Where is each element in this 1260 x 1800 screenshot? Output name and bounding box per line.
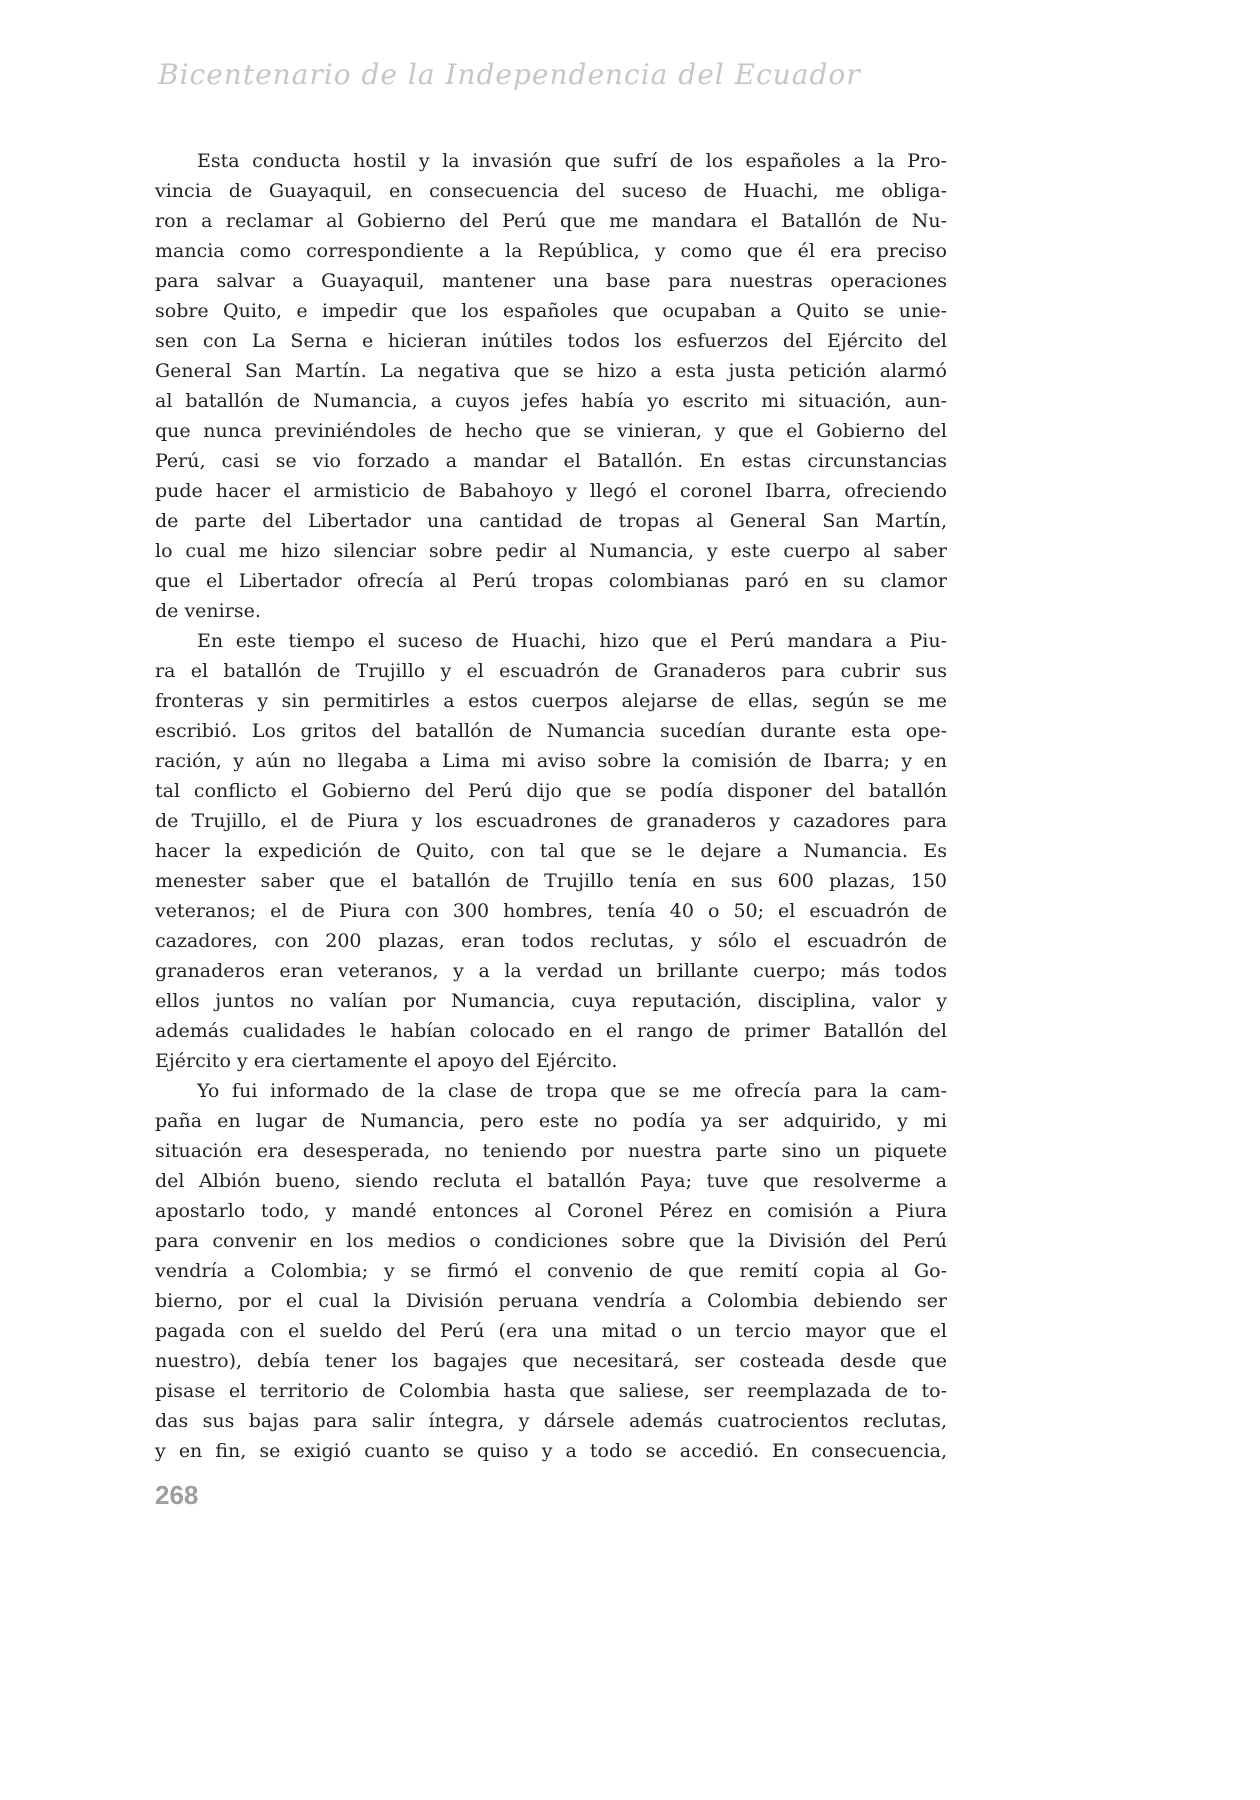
text-line: vincia de Guayaquil, en consecuencia del suceso de Huachi, me obliga-: [155, 180, 947, 202]
text-line: granaderos eran veteranos, y a la verdad un brillante cuerpo; más todos: [155, 960, 947, 982]
text-line: pisase el territorio de Colombia hasta que saliese, ser reemplazada de to-: [155, 1380, 947, 1402]
text-line: General San Martín. La negativa que se hizo a esta justa petición alarmó: [155, 360, 947, 382]
text-line: pude hacer el armisticio de Babahoyo y llegó el coronel Ibarra, ofreciendo: [155, 480, 947, 502]
text-line: das sus bajas para salir íntegra, y dársele además cuatrocientos reclutas,: [155, 1410, 947, 1432]
text-line: lo cual me hizo silenciar sobre pedir al Numancia, y este cuerpo al saber: [155, 540, 947, 562]
text-line: paña en lugar de Numancia, pero este no podía ya ser adquirido, y mi: [155, 1110, 947, 1132]
text-line: pagada con el sueldo del Perú (era una mitad o un tercio mayor que el: [155, 1320, 947, 1342]
text-line: ra el batallón de Trujillo y el escuadrón de Granaderos para cubrir sus: [155, 660, 947, 682]
text-line: de venirse.: [155, 600, 261, 622]
running-header: Bicentenario de la Independencia del Ecuador: [158, 58, 861, 91]
text-line: además cualidades le habían colocado en el rango de primer Batallón del: [155, 1020, 947, 1042]
text-line: que el Libertador ofrecía al Perú tropas colombianas paró en su clamor: [155, 570, 947, 592]
text-line: nuestro), debía tener los bagajes que necesitará, ser costeada desde que: [155, 1350, 947, 1372]
text-line: ron a reclamar al Gobierno del Perú que me mandara el Batallón de Nu-: [155, 210, 947, 232]
text-line: ellos juntos no valían por Numancia, cuya reputación, disciplina, valor y: [155, 990, 947, 1012]
text-line: sen con La Serna e hicieran inútiles todos los esfuerzos del Ejército del: [155, 330, 947, 352]
text-line: Ejército y era ciertamente el apoyo del Ejército.: [155, 1050, 618, 1072]
text-line: cazadores, con 200 plazas, eran todos reclutas, y sólo el escuadrón de: [155, 930, 947, 952]
text-line: En este tiempo el suceso de Huachi, hizo que el Perú mandara a Piu-: [197, 630, 947, 652]
text-line: veteranos; el de Piura con 300 hombres, tenía 40 o 50; el escuadrón de: [155, 900, 947, 922]
text-line: bierno, por el cual la División peruana vendría a Colombia debiendo ser: [155, 1290, 947, 1312]
text-line: tal conflicto el Gobierno del Perú dijo que se podía disponer del batallón: [155, 780, 947, 802]
text-line: menester saber que el batallón de Trujillo tenía en sus 600 plazas, 150: [155, 870, 947, 892]
paragraph: [155, 146, 947, 626]
paragraph: [155, 1076, 947, 1466]
text-line: hacer la expedición de Quito, con tal que se le dejare a Numancia. Es: [155, 840, 947, 862]
text-line: sobre Quito, e impedir que los españoles que ocupaban a Quito se unie-: [155, 300, 947, 322]
text-line: Esta conducta hostil y la invasión que sufrí de los españoles a la Pro-: [197, 150, 947, 172]
text-line: situación era desesperada, no teniendo por nuestra parte sino un piquete: [155, 1140, 947, 1162]
paragraph: [155, 626, 947, 1076]
text-line: ración, y aún no llegaba a Lima mi aviso sobre la comisión de Ibarra; y en: [155, 750, 947, 772]
page-number: 268: [155, 1480, 199, 1510]
text-line: para convenir en los medios o condiciones sobre que la División del Perú: [155, 1230, 947, 1252]
text-line: fronteras y sin permitirles a estos cuerpos alejarse de ellas, según se me: [155, 690, 947, 712]
text-line: apostarlo todo, y mandé entonces al Coronel Pérez en comisión a Piura: [155, 1200, 947, 1222]
text-line: Yo fui informado de la clase de tropa que se me ofrecía para la cam-: [197, 1080, 947, 1102]
text-line: de Trujillo, el de Piura y los escuadrones de granaderos y cazadores para: [155, 810, 947, 832]
page-body: [155, 146, 947, 1466]
text-line: que nunca previniéndoles de hecho que se vinieran, y que el Gobierno del: [155, 420, 947, 442]
text-line: para salvar a Guayaquil, mantener una base para nuestras operaciones: [155, 270, 947, 292]
text-line: mancia como correspondiente a la República, y como que él era preciso: [155, 240, 947, 262]
text-line: del Albión bueno, siendo recluta el batallón Paya; tuve que resolverme a: [155, 1170, 947, 1192]
text-line: vendría a Colombia; y se firmó el convenio de que remití copia al Go-: [155, 1260, 947, 1282]
text-line: y en fin, se exigió cuanto se quiso y a todo se accedió. En consecuencia,: [155, 1440, 947, 1462]
text-line: de parte del Libertador una cantidad de tropas al General San Martín,: [155, 510, 947, 532]
text-line: al batallón de Numancia, a cuyos jefes había yo escrito mi situación, aun-: [155, 390, 947, 412]
text-line: escribió. Los gritos del batallón de Numancia sucedían durante esta ope-: [155, 720, 947, 742]
text-line: Perú, casi se vio forzado a mandar el Batallón. En estas circunstancias: [155, 450, 947, 472]
